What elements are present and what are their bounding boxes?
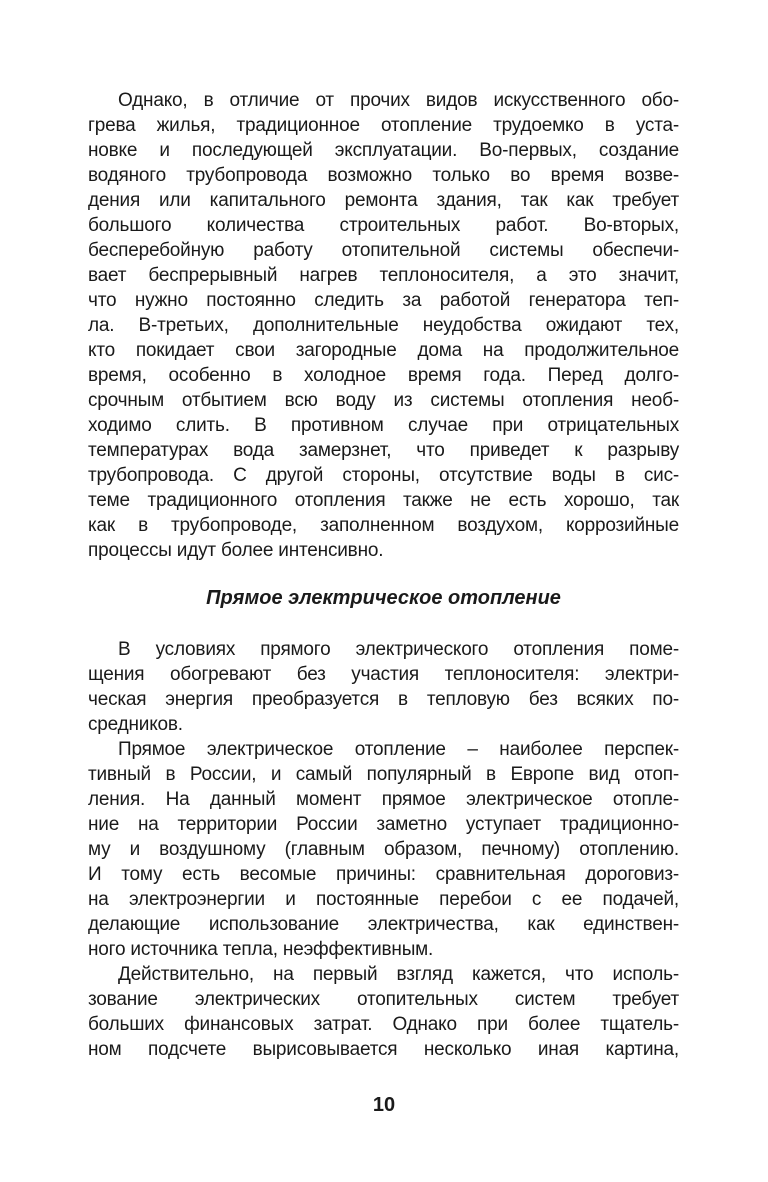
text-line: ние на территории России заметно уступает традиционно- — [88, 814, 679, 835]
paragraph — [88, 962, 679, 1062]
page-number: 10 — [372, 1094, 396, 1116]
text-line: кто покидает свои загородные дома на продолжительное — [88, 340, 679, 361]
text-line: больших финансовых затрат. Однако при более тщатель- — [88, 1014, 679, 1035]
text-line: му и воздушному (главным образом, печному) отоплению. — [88, 839, 679, 860]
text-line: ления. На данный момент прямое электрическое отопле- — [88, 789, 679, 810]
text-line: ла. В-третьих, дополнительные неудобства ожидают тех, — [88, 315, 679, 336]
text-line: срочным отбытием всю воду из системы отопления необ- — [88, 390, 679, 411]
text-line: зование электрических отопительных систем требует — [88, 989, 679, 1010]
text-line: трубопровода. С другой стороны, отсутствие воды в сис- — [88, 465, 679, 486]
paragraph — [88, 88, 679, 563]
text-line: время, особенно в холодное время года. Перед долго- — [88, 365, 679, 386]
text-line: вает беспрерывный нагрев теплоносителя, а это значит, — [88, 265, 679, 286]
text-line: большого количества строительных работ. Во-вторых, — [88, 215, 679, 236]
text-line: новке и последующей эксплуатации. Во-первых, создание — [88, 140, 679, 161]
text-line: Действительно, на первый взгляд кажется, что исполь- — [118, 964, 679, 985]
text-line: бесперебойную работу отопительной системы обеспечи- — [88, 240, 679, 261]
text-line: ческая энергия преобразуется в тепловую без всяких по- — [88, 689, 679, 710]
section-heading: Прямое электрическое отопление — [206, 587, 561, 609]
text-line: В условиях прямого электрического отопления поме- — [118, 639, 679, 660]
text-line: как в трубопроводе, заполненном воздухом, коррозийные — [88, 515, 679, 536]
section-traditional-heating — [88, 88, 679, 563]
section-direct-electric-heating — [88, 637, 679, 1062]
text-line: грева жилья, традиционное отопление трудоемко в уста- — [88, 115, 679, 136]
text-line: Однако, в отличие от прочих видов искусственного обо- — [118, 90, 679, 111]
text-line: И тому есть весомые причины: сравнительная дороговиз- — [88, 864, 679, 885]
text-line: ного источника тепла, неэффективным. — [88, 939, 434, 960]
text-line: что нужно постоянно следить за работой генератора теп- — [88, 290, 679, 311]
text-line: температурах вода замерзнет, что приведет к разрыву — [88, 440, 679, 461]
text-line: дения или капитального ремонта здания, так как требует — [88, 190, 679, 211]
text-line: на электроэнергии и постоянные перебои с ее подачей, — [88, 889, 679, 910]
text-line: тивный в России, и самый популярный в Европе вид отоп- — [88, 764, 679, 785]
text-line: ходимо слить. В противном случае при отрицательных — [88, 415, 679, 436]
paragraph — [88, 737, 679, 962]
text-line: Прямое электрическое отопление – наиболее перспек- — [118, 739, 679, 760]
text-line: средников. — [88, 714, 183, 735]
paragraph — [88, 637, 679, 737]
text-line: процессы идут более интенсивно. — [88, 540, 384, 561]
text-line: делающие использование электричества, как единствен- — [88, 914, 679, 935]
text-line: щения обогревают без участия теплоносителя: электри- — [88, 664, 679, 685]
text-line: водяного трубопровода возможно только во время возве- — [88, 165, 679, 186]
text-line: теме традиционного отопления также не есть хорошо, так — [88, 490, 679, 511]
text-line: ном подсчете вырисовывается несколько иная картина, — [88, 1039, 679, 1060]
